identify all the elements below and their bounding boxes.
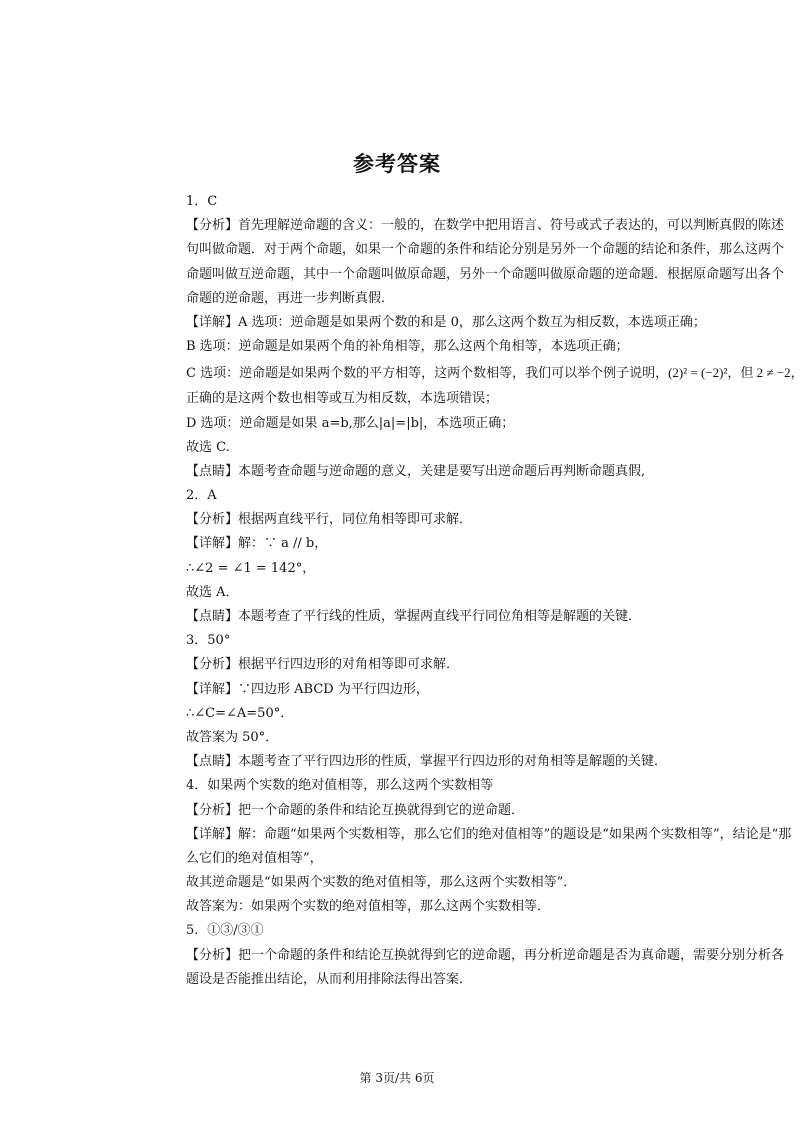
text-line: B 选项：逆命题是如果两个角的补角相等，那么这两个角相等，本选项正确； xyxy=(186,339,629,355)
answer-2-heading: 2．A xyxy=(186,488,217,504)
text-line: 命题的逆命题，再进一步判断真假． xyxy=(186,290,395,306)
text-line-with-formula xyxy=(186,359,804,387)
text-line: 【详解】解：命题“如果两个实数相等，那么它们的绝对值相等”的题设是“如果两个实数相等”，结论是“那 xyxy=(186,826,792,842)
text-line: 句叫做命题．对于两个命题，如果一个命题的条件和结论分别是另外一个命题的结论和条件，那么这两个 xyxy=(186,242,785,258)
text-line: 【点睛】本题考查命题与逆命题的意义，关建是要写出逆命题后再判断命题真假, xyxy=(186,463,646,479)
text-line: 故答案为 50°． xyxy=(186,729,279,745)
text-line: 【点睛】本题考查了平行线的性质，掌握两直线平行同位角相等是解题的关键． xyxy=(186,609,642,624)
text-line: 【点睛】本题考查了平行四边形的性质，掌握平行四边形的对角相等是解题的关键． xyxy=(186,754,668,770)
text-line: 正确的是这两个数也相等或互为相反数，本选项错误； xyxy=(186,391,499,407)
text-line: 题设是否能推出结论，从而利用排除法得出答案． xyxy=(186,971,473,987)
text-line: 【分析】首先理解逆命题的含义：一般的，在数学中把用语言、符号或式子表达的，可以判断真假的陈述 xyxy=(186,218,785,234)
text-line: 故其逆命题是“如果两个实数的绝对值相等，那么这两个实数相等”． xyxy=(186,875,577,891)
text-line: 故答案为：如果两个实数的绝对值相等，那么这两个实数相等． xyxy=(186,899,551,915)
formula: (2)² = (−2)²，但 2 ≠ −2， xyxy=(668,365,804,381)
text-line: 【分析】把一个命题的条件和结论互换就得到它的逆命题． xyxy=(186,802,525,818)
text-line: 【详解】∵四边形 ABCD 为平行四边形， xyxy=(186,681,429,697)
text-line: 【分析】根据平行四边形的对角相等即可求解． xyxy=(186,657,460,673)
text-line: D 选项：逆命题是如果 a=b,那么|a|=|b|，本选项正确； xyxy=(186,415,515,431)
text-line: 命题叫做互逆命题，其中一个命题叫做原命题，另外一个命题叫做原命题的逆命题．根据原命题写出各个 xyxy=(186,266,785,282)
text-line: 【详解】解：∵ a // b， xyxy=(186,536,328,552)
text-line: 故选 A． xyxy=(186,584,239,600)
answer-4-heading: 4．如果两个实数的绝对值相等，那么这两个实数相等 xyxy=(186,778,494,794)
page-footer: 第 3页/共 6页 xyxy=(359,1071,435,1085)
answer-content xyxy=(186,190,804,992)
page-title: 参考答案 xyxy=(353,152,441,176)
text-line: 【分析】把一个命题的条件和结论互换就得到它的逆命题，再分析逆命题是否为真命题，需要分别分析各 xyxy=(186,947,785,963)
text-segment: C 选项：逆命题是如果两个数的平方相等，这两个数相等，我们可以举个例子说明， xyxy=(186,366,669,382)
text-line: ∴∠2 = ∠1 = 142°， xyxy=(186,560,316,576)
text-line: 【详解】A 选项：逆命题是如果两个数的和是 0，那么这两个数互为相反数，本选项正确； xyxy=(186,314,706,330)
text-line: 么它们的绝对值相等”， xyxy=(186,850,323,866)
text-line: 故选 C. xyxy=(186,439,230,455)
text-line: ∴∠C=∠A=50°． xyxy=(186,705,294,721)
answer-3-heading: 3．50° xyxy=(186,633,231,649)
answer-5-heading: 5．①③/③① xyxy=(186,923,264,939)
text-line: 【分析】根据两直线平行，同位角相等即可求解． xyxy=(186,512,473,528)
answer-1-heading: 1．C xyxy=(186,194,218,209)
